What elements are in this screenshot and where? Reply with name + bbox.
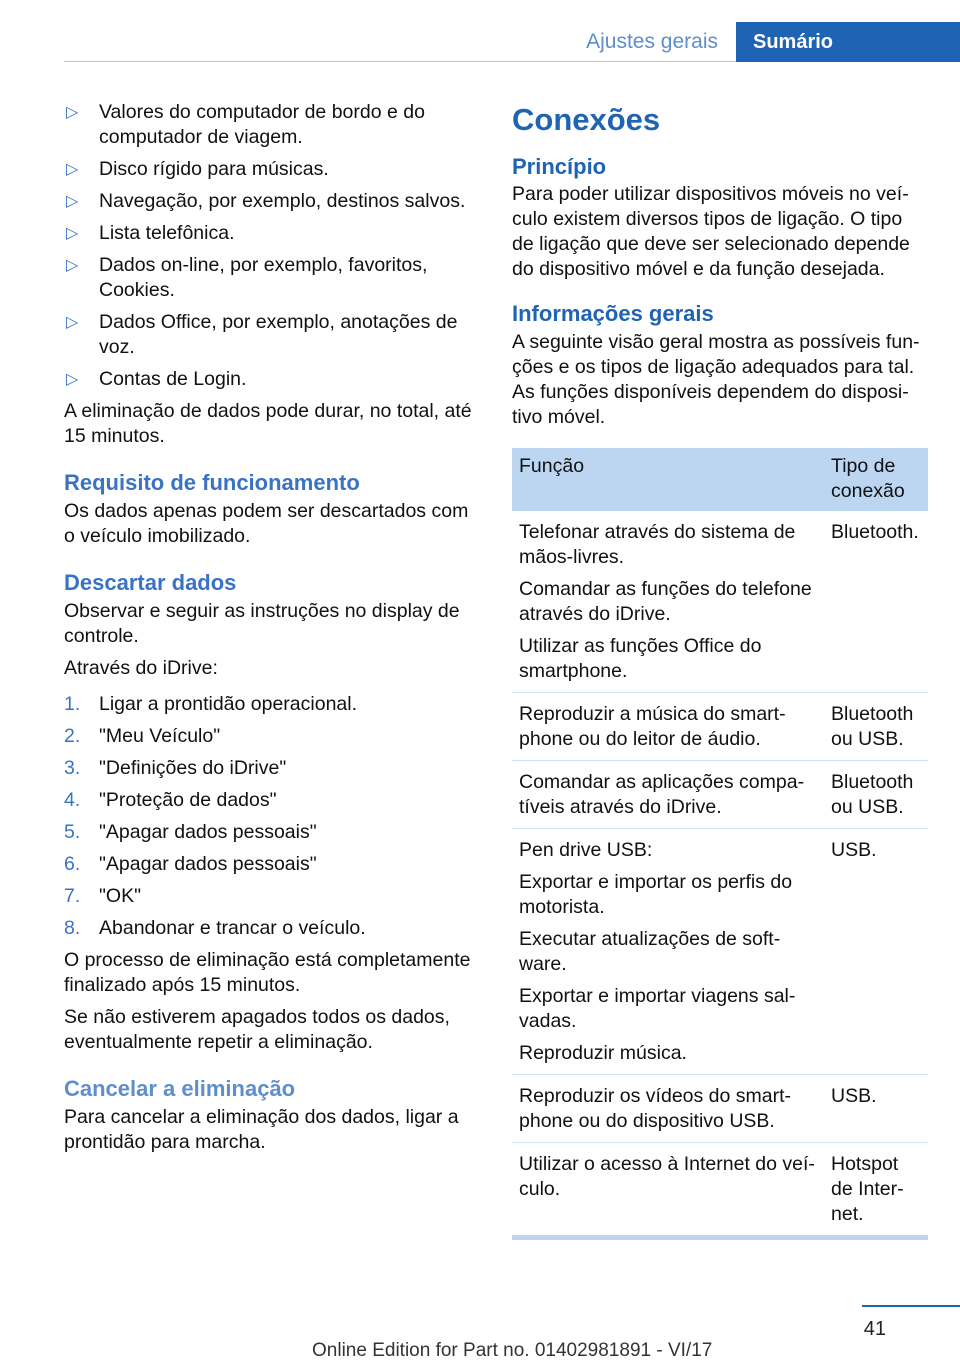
cancel-text: Para cancelar a eliminação dos dados, ligar a prontidão para marcha. [64, 1106, 459, 1153]
table-row [512, 1075, 928, 1143]
function-cell: Comandar as aplicações compatíveis através do iDrive. [512, 761, 824, 829]
list-item: ▷ Navegação, por exemplo, destinos salvos. [66, 190, 466, 212]
principle-text: Para poder utilizar dispositivos móveis no veículo existem diversos tipos de ligação. O tipo de ligação que deve ser selecionado depende do dispositivo móvel e da função desejada. [512, 183, 910, 280]
function-cell: Reproduzir a música do smartphone ou do leitor de áudio. [512, 693, 824, 761]
list-item: ▷ Lista telefônica. [66, 222, 235, 244]
header-rule [64, 61, 736, 62]
function-cell: Pen drive USB: Exportar e importar os perfis do motorista. Executar atualizações de software. Exportar e importar viagens salvadas. Reproduzir música. [512, 829, 824, 1075]
table-row [512, 1143, 928, 1238]
list-item: 1. Ligar a prontidão operacional. [64, 693, 358, 715]
repeat-text: Se não estiverem apagados todos os dados, eventualmente repetir a eliminação. [64, 1006, 450, 1053]
via-idrive-text: Através do iDrive: [64, 657, 218, 679]
page-number: 41 [863, 1318, 886, 1340]
data-list [64, 100, 484, 392]
table-row [512, 829, 928, 1075]
steps-list [64, 692, 484, 948]
cancel-heading: Cancelar a eliminação [64, 1076, 296, 1101]
list-item: ▷ Valores do computador de bordo e do computador de viagem. [66, 101, 425, 148]
duration-text: A eliminação de dados pode durar, no total, até 15 minutos. [64, 400, 472, 447]
triangle-bullet-icon: ▷ [66, 225, 79, 242]
page-number-rule [862, 1305, 960, 1307]
header-summary-tab[interactable] [736, 22, 960, 62]
list-item: ▷ Dados Office, por exemplo, anotações de voz. [66, 311, 458, 358]
observe-text: Observar e seguir as instruções no display de controle. [64, 600, 460, 647]
edition-footer: Online Edition for Part no. 01402981891 - VI/17 [312, 1340, 713, 1361]
list-item: 4. "Proteção de dados" [64, 789, 277, 811]
connection-type-cell: Bluetooth ou USB. [824, 693, 928, 761]
column-header-connection-type: Tipo de conexão [824, 448, 928, 511]
table-header-row [512, 448, 928, 511]
triangle-bullet-icon: ▷ [66, 371, 79, 388]
function-cell: Reproduzir os vídeos do smartphone ou do dispositivo USB. [512, 1075, 824, 1143]
triangle-bullet-icon: ▷ [66, 104, 79, 121]
connection-type-cell: Bluetooth. [824, 511, 928, 693]
list-item: ▷ Dados on-line, por exemplo, favoritos, Cookies. [66, 254, 428, 301]
table-row [512, 693, 928, 761]
header-summary-label: Sumário [753, 30, 834, 53]
connections-table [512, 448, 928, 1240]
function-cell: Utilizar o acesso à Internet do veículo. [512, 1143, 824, 1238]
list-item: 2. "Meu Veículo" [64, 725, 221, 747]
list-item: 5. "Apagar dados pessoais" [64, 821, 317, 843]
list-item: 3. "Definições do iDrive" [64, 757, 287, 779]
info-heading: Informações gerais [512, 301, 714, 326]
connection-type-cell: Hotspot de Internet. [824, 1143, 928, 1238]
discard-heading: Descartar dados [64, 570, 237, 595]
triangle-bullet-icon: ▷ [66, 193, 79, 210]
triangle-bullet-icon: ▷ [66, 161, 79, 178]
function-cell: Telefonar através do sistema de mãos-livres. Comandar as funções do telefone através do iDrive. Utilizar as funções Office do smartphone. [512, 511, 824, 693]
list-item: 8. Abandonar e trancar o veículo. [64, 917, 366, 939]
triangle-bullet-icon: ▷ [66, 257, 79, 274]
connection-type-cell: USB. [824, 829, 928, 1075]
left-column [64, 100, 484, 1162]
table-row [512, 761, 928, 829]
table-row [512, 511, 928, 693]
triangle-bullet-icon: ▷ [66, 314, 79, 331]
principle-heading: Princípio [512, 154, 607, 179]
column-header-function: Função [512, 448, 824, 511]
list-item: ▷ Disco rígido para músicas. [66, 158, 329, 180]
right-column [512, 100, 928, 1240]
connection-type-cell: USB. [824, 1075, 928, 1143]
requirement-text: Os dados apenas podem ser descartados com o veículo imobilizado. [64, 500, 469, 547]
info-text: A seguinte visão geral mostra as possíveis funções e os tipos de ligação adequados para tal. As funções disponíveis dependem do dispositivo móvel. [512, 331, 920, 428]
header-section-link[interactable]: Ajustes gerais [586, 30, 718, 53]
list-item: 6. "Apagar dados pessoais" [64, 853, 317, 875]
page-title: Conexões [512, 102, 661, 137]
list-item: ▷ Contas de Login. [66, 368, 247, 390]
requirement-heading: Requisito de funcionamento [64, 470, 360, 495]
list-item: 7. "OK" [64, 885, 142, 907]
connection-type-cell: Bluetooth ou USB. [824, 761, 928, 829]
process-text: O processo de eliminação está completamente finalizado após 15 minutos. [64, 949, 471, 996]
